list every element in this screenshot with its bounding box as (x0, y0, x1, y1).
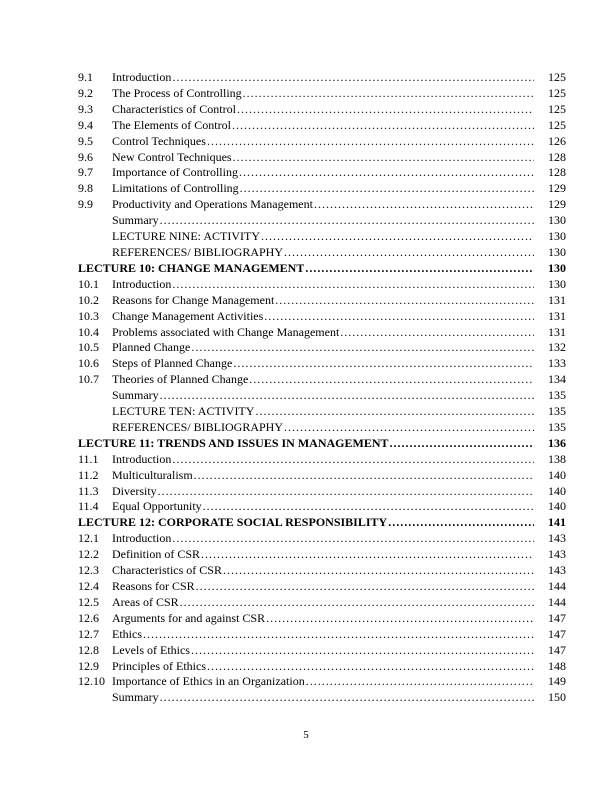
toc-entry-title: LECTURE 10: CHANGE MANAGEMENT (78, 260, 305, 275)
toc-dot-leader (275, 293, 534, 309)
toc-entry-page: 135 (548, 404, 566, 419)
toc-entry (78, 627, 566, 643)
toc-entry-title: Summary (112, 690, 159, 705)
toc-entry-page: 144 (548, 579, 566, 593)
toc-entry-page: 140 (548, 483, 566, 498)
toc-entry-title: Reasons for Change Management (112, 292, 275, 307)
toc-entry-title: Ethics (112, 626, 142, 641)
toc-entry (78, 245, 566, 261)
toc-entry-page: 125 (548, 70, 566, 84)
toc-entry (78, 468, 566, 484)
toc-entry-number: 9.8 (78, 181, 93, 196)
toc-dot-leader (201, 547, 534, 563)
toc-entry-title: Arguments for and against CSR (112, 610, 266, 625)
toc-entry-title: Control Techniques (112, 133, 206, 148)
toc-entry-title: REFERENCES/ BIBLIOGRAPHY (112, 244, 284, 259)
toc-entry-page: 138 (548, 451, 566, 466)
toc-entry (78, 531, 566, 547)
toc-dot-leader (232, 118, 534, 134)
toc-entry-number: 9.6 (78, 149, 93, 164)
toc-entry-page: 143 (548, 563, 566, 578)
toc-dot-leader (388, 515, 534, 531)
toc-entry-title: Steps of Planned Change (112, 356, 233, 371)
toc-entry-page: 135 (548, 388, 566, 403)
toc-dot-leader (194, 468, 534, 484)
toc-entry-title: The Process of Controlling (112, 85, 242, 100)
toc-entry-title: Levels of Ethics (112, 642, 190, 657)
toc-dot-leader (249, 372, 534, 388)
toc-entry (78, 499, 566, 515)
toc-entry-page: 140 (548, 467, 566, 482)
toc-entry-number: 9.5 (78, 133, 93, 148)
toc-entry-number: 10.6 (78, 356, 99, 371)
toc-entry-title: Multiculturalism (112, 467, 193, 482)
toc-dot-leader (207, 659, 534, 675)
toc-entry (78, 325, 566, 341)
toc-entry-page: 128 (548, 149, 566, 164)
toc-entry (78, 611, 566, 627)
toc-entry (78, 404, 566, 420)
toc-entry-page: 150 (548, 690, 566, 705)
table-of-contents (78, 70, 566, 706)
toc-dot-leader (172, 70, 534, 86)
toc-dot-leader (261, 229, 534, 245)
toc-entry-page: 125 (548, 117, 566, 132)
toc-entry-number: 10.5 (78, 340, 99, 355)
toc-entry-number: 10.1 (78, 276, 99, 291)
toc-dot-leader (160, 388, 534, 404)
toc-dot-leader (191, 643, 534, 659)
toc-entry (78, 690, 566, 706)
toc-dot-leader (172, 452, 534, 468)
toc-dot-leader (284, 245, 534, 261)
toc-entry (78, 229, 566, 245)
toc-entry-title: The Elements of Control (112, 117, 231, 132)
toc-entry (78, 372, 566, 388)
toc-dot-leader (191, 340, 534, 356)
toc-entry-title: New Control Techniques (112, 149, 232, 164)
toc-entry (78, 484, 566, 500)
toc-entry-page: 130 (548, 276, 566, 291)
toc-entry-number: 12.5 (78, 594, 99, 609)
toc-entry-page: 130 (548, 213, 566, 228)
toc-dot-leader (390, 436, 534, 452)
toc-entry (78, 118, 566, 134)
toc-dot-leader (158, 484, 534, 500)
toc-entry-title: LECTURE TEN: ACTIVITY (112, 404, 255, 419)
toc-entry (78, 579, 566, 595)
toc-dot-leader (266, 611, 534, 627)
toc-entry (78, 388, 566, 404)
toc-entry-page: 143 (548, 531, 566, 546)
toc-entry-title: Importance of Controlling (112, 165, 238, 180)
toc-entry (78, 86, 566, 102)
toc-entry-number: 12.9 (78, 658, 99, 673)
toc-entry (78, 213, 566, 229)
toc-entry-title: Theories of Planned Change (112, 372, 249, 387)
toc-entry (78, 150, 566, 166)
toc-entry-page: 131 (548, 324, 566, 339)
toc-entry-title: REFERENCES/ BIBLIOGRAPHY (112, 419, 284, 434)
toc-entry (78, 547, 566, 563)
toc-entry-title: Reasons for CSR (112, 579, 195, 593)
toc-entry-page: 131 (548, 292, 566, 307)
toc-entry-number: 12.6 (78, 610, 99, 625)
toc-entry-page: 140 (548, 499, 566, 514)
toc-entry (78, 293, 566, 309)
toc-entry (78, 436, 566, 452)
toc-dot-leader (172, 531, 534, 547)
toc-dot-leader (180, 595, 534, 611)
toc-entry (78, 181, 566, 197)
toc-dot-leader (160, 213, 534, 229)
toc-dot-leader (264, 309, 534, 325)
toc-entry-page: 126 (548, 133, 566, 148)
toc-entry-title: LECTURE 11: TRENDS AND ISSUES IN MANAGEMENT (78, 435, 389, 450)
toc-entry-page: 148 (548, 658, 566, 673)
toc-entry (78, 595, 566, 611)
toc-entry-page: 144 (548, 594, 566, 609)
toc-dot-leader (223, 563, 534, 579)
toc-dot-leader (255, 404, 534, 420)
toc-dot-leader (243, 86, 534, 102)
toc-entry-page: 130 (548, 260, 566, 275)
toc-entry-title: Summary (112, 388, 159, 403)
toc-entry-number: 12.3 (78, 563, 99, 578)
toc-dot-leader (172, 277, 534, 293)
toc-entry (78, 452, 566, 468)
toc-entry (78, 563, 566, 579)
toc-entry (78, 197, 566, 213)
toc-entry (78, 165, 566, 181)
toc-entry-title: LECTURE NINE: ACTIVITY (112, 229, 260, 244)
toc-entry-number: 12.2 (78, 547, 99, 562)
toc-dot-leader (203, 499, 534, 515)
toc-entry-title: Equal Opportunity (112, 499, 202, 514)
toc-entry-title: Summary (112, 213, 159, 228)
toc-entry-number: 9.9 (78, 197, 93, 212)
toc-entry-number: 9.7 (78, 165, 93, 180)
toc-entry (78, 102, 566, 118)
toc-entry-number: 12.4 (78, 579, 99, 593)
toc-dot-leader (233, 150, 534, 166)
toc-entry-number: 12.7 (78, 626, 99, 641)
toc-entry-title: LECTURE 12: CORPORATE SOCIAL RESPONSIBILITY (78, 515, 388, 530)
toc-entry (78, 261, 566, 277)
toc-entry-page: 134 (548, 372, 566, 387)
toc-entry-title: Importance of Ethics in an Organization (112, 674, 305, 689)
toc-entry-page: 132 (548, 340, 566, 355)
toc-entry-page: 147 (548, 610, 566, 625)
toc-entry (78, 70, 566, 86)
toc-entry-page: 130 (548, 244, 566, 259)
toc-entry-page: 129 (548, 197, 566, 212)
toc-entry-title: Limitations of Controlling (112, 181, 239, 196)
toc-entry (78, 309, 566, 325)
toc-entry-number: 9.3 (78, 101, 93, 116)
toc-entry-page: 136 (548, 435, 566, 450)
toc-dot-leader (305, 261, 534, 277)
toc-entry-number: 10.4 (78, 324, 99, 339)
toc-entry-number: 11.1 (78, 451, 99, 466)
toc-entry-page: 125 (548, 85, 566, 100)
toc-entry-title: Diversity (112, 483, 157, 498)
toc-entry-title: Change Management Activities (112, 308, 264, 323)
toc-entry-title: Problems associated with Change Management (112, 324, 340, 339)
toc-entry-page: 128 (548, 165, 566, 180)
toc-entry-title: Planned Change (112, 340, 191, 355)
toc-dot-leader (196, 579, 534, 595)
toc-dot-leader (233, 356, 534, 372)
toc-entry-title: Productivity and Operations Management (112, 197, 313, 212)
toc-entry (78, 420, 566, 436)
toc-entry (78, 356, 566, 372)
toc-entry-number: 11.2 (78, 467, 99, 482)
toc-entry-number: 12.8 (78, 642, 99, 657)
toc-entry-number: 12.1 (78, 531, 99, 546)
toc-entry-page: 143 (548, 547, 566, 562)
toc-entry-page: 131 (548, 308, 566, 323)
toc-entry (78, 674, 566, 690)
toc-entry-page: 149 (548, 674, 566, 689)
toc-dot-leader (340, 325, 534, 341)
toc-entry (78, 643, 566, 659)
toc-dot-leader (284, 420, 534, 436)
toc-dot-leader (239, 165, 534, 181)
toc-entry-title: Characteristics of Control (112, 101, 236, 116)
toc-entry-title: Principles of Ethics (112, 658, 206, 673)
toc-dot-leader (240, 181, 534, 197)
toc-entry-title: Characteristics of CSR (112, 563, 222, 578)
toc-entry-page: 133 (548, 356, 566, 371)
toc-entry-number: 10.2 (78, 292, 99, 307)
toc-dot-leader (237, 102, 534, 118)
toc-entry-page: 141 (548, 515, 566, 530)
toc-entry (78, 340, 566, 356)
toc-entry-number: 10.7 (78, 372, 99, 387)
toc-entry-page: 147 (548, 642, 566, 657)
toc-dot-leader (314, 197, 534, 213)
toc-entry-title: Definition of CSR (112, 547, 201, 562)
toc-entry-title: Areas of CSR (112, 594, 179, 609)
toc-entry-page: 130 (548, 229, 566, 244)
toc-entry-number: 9.2 (78, 85, 93, 100)
toc-entry-number: 11.3 (78, 483, 99, 498)
toc-entry (78, 659, 566, 675)
toc-entry-title: Introduction (112, 531, 172, 546)
toc-entry-number: 11.4 (78, 499, 99, 514)
toc-dot-leader (143, 627, 534, 643)
toc-dot-leader (306, 674, 534, 690)
toc-entry-page: 129 (548, 181, 566, 196)
toc-entry-number: 10.3 (78, 308, 99, 323)
toc-dot-leader (207, 134, 534, 150)
toc-dot-leader (160, 690, 534, 706)
toc-entry-number: 9.4 (78, 117, 93, 132)
toc-entry-title: Introduction (112, 276, 172, 291)
toc-entry-page: 135 (548, 419, 566, 434)
toc-entry-title: Introduction (112, 451, 172, 466)
toc-entry (78, 277, 566, 293)
toc-entry-title: Introduction (112, 70, 172, 84)
toc-entry (78, 134, 566, 150)
toc-entry-page: 147 (548, 626, 566, 641)
page-number-footer: 5 (303, 729, 309, 741)
toc-entry-number: 9.1 (78, 70, 93, 84)
toc-entry-page: 125 (548, 101, 566, 116)
toc-entry-number: 12.10 (78, 674, 105, 689)
toc-entry (78, 515, 566, 531)
